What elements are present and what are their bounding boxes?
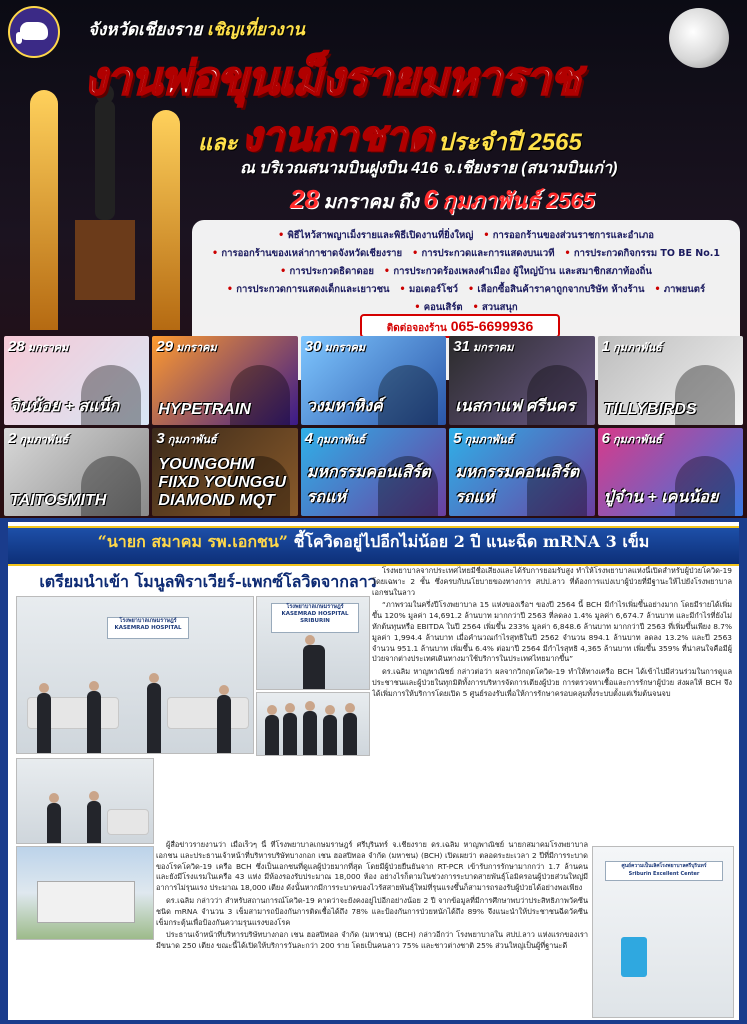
performer-tile (152, 428, 297, 517)
activity-item: • พิธีไหว้สาพญาเม็งรายและพิธีเปิดงานที่ยิ่งใหญ่ (278, 228, 473, 243)
article-right-column (372, 566, 732, 758)
performer-tile (301, 336, 446, 425)
performer-date: 4 กุมภาพันธ์ (304, 429, 366, 447)
province-seal-logo (8, 6, 60, 58)
performer-name: จินน้อย + สแน็ก (10, 397, 120, 415)
performer-date: 5 กุมภาพันธ์ (453, 429, 514, 447)
performer-tile (449, 336, 594, 425)
activity-item: • มอเตอร์โชว์ (400, 282, 458, 297)
photo-speaker (256, 596, 370, 690)
activity-item: • การประกวดร้องเพลงคำเมือง ผู้ใหญ่บ้าน และสมาชิกสภาท้องถิ่น (384, 264, 652, 279)
activity-item: • การประกวดธิดาดอย (280, 264, 374, 279)
performer-tile (4, 336, 149, 425)
article-paragraph: ผู้สื่อข่าวรายงานว่า เมื่อเร็วๆ นี้ ที่โรงพยาบาลเกษมราษฎร์ ศรีบุรินทร์ จ.เชียงราย ดร.เฉลิม หาญพาณิชย์ นายกสมาคมโรงพยาบาลเอกชน และประธานเจ้าหน้าที่บริหารบริษัทบางกอก เชน ฮอสปิทอล จำกัด (มหาชน) (BCH) เปิดเผยว่า ตลอดระยะเวลา 2 ปีที่มีการระบาดของโรคโควิด-19 เครือ BCH ซึ่งเป็นเอกชนที่ดูแลผู้ป่วยมากที่สุด โดยมีผู้ป่วยยืนยันจาก RT-PCR เข้ารับการรักษามากกว่า 1.7 ล้านคน และยังมีโรงแรมในเครือ 43 แห่ง มีห้องรองรับประมาณ 18,000 ห้อง อย่างไรก็ตามในช่วงการระบาดสายพันธุ์โอมิครอนผู้ป่วยส่วนใหญ่มีอาการไม่รุนแรง ประมาณ 18,000 เตียง ดังนั้นหากมีการระบาดของไวรัสสายพันธุ์ใหม่ที่รุนแรงขึ้นก็สามารถรองรับผู้ป่วยได้อย่างพอเพียง (156, 840, 588, 893)
performer-tile (301, 428, 446, 517)
activity-item: • การออกร้านของส่วนราชการและอำเภอ (483, 228, 654, 243)
performer-tile (449, 428, 594, 517)
poster-venue: ณ บริเวณสนามบินฝูงบิน 416 จ.เชียงราย (สนามบินเก่า) (240, 160, 618, 177)
performer-date: 1 กุมภาพันธ์ (601, 338, 662, 355)
performer-name: ปู่จ๋าน + เคนน้อย (603, 489, 719, 506)
performer-date: 31 มกราคม (453, 338, 514, 355)
moon-illustration (669, 8, 729, 68)
hospital-sign: โรงพยาบาลเกษมราษฎร์ KASEMRAD HOSPITAL (107, 617, 189, 639)
performer-photo (378, 365, 438, 425)
activity-item: • การออกร้านของเหล่ากาชาดจังหวัดเชียงราย (212, 246, 402, 261)
activity-item: • การประกวดและการแสดงบนเวที (412, 246, 554, 261)
poster-dates: 28 มกราคม ถึง 6 กุมภาพันธ์ 2565 (290, 184, 595, 214)
article-paragraph: ประธานเจ้าหน้าที่บริหารบริษัทบางกอก เชน ฮอสปิทอล จำกัด (มหาชน) (BCH) กล่าวอีกว่า โรงพยาบาลใน สปป.ลาว แห่งแรกของเรา มีขนาด 250 เตียง ขณะนี้ได้เปิดให้บริการวันละกว่า 200 ราย โดยเป็นคนลาว 75% และชาวต่างชาติ 25% ส่วนใหญ่เป็นผู้ที่ฐานะดี (156, 930, 588, 951)
performer-name: TILLYBIRDS (603, 400, 697, 418)
performer-name: มหกรรมคอนเสิร์ต รถแห่ (306, 464, 431, 506)
photo-hospital-building (16, 846, 154, 940)
activity-item: • ภาพยนตร์ (654, 282, 705, 297)
performer-tile (4, 428, 149, 517)
article-body-text (156, 840, 588, 1016)
excellence-center-sign: ศูนย์ความเป็นเลิศโรงพยาบาลศรีบุรินทร์ Sriburin Excellent Center (605, 861, 723, 881)
article-subhead: เตรียมนำเข้า โมนูลพิราเวียร์-แพกซ์โลวิดจากลาว (39, 572, 377, 591)
photo-lobby (16, 758, 154, 844)
performer-name: YOUNGOHM FIIXD YOUNGGU DIAMOND MQT (158, 456, 287, 509)
article-paragraph: “ภาพรวมในครึ่งปีโรงพยาบาล 15 แห่งของเรือฯ ของปี 2564 นี้ BCH มีกำไรเพิ่มขึ้นอย่างมาก โดยมีรายได้เพิ่มขึ้น 120% มูลค่า 14,691.2 ล้านบาท มากกว่าปี 2563 ที่ลดลง 1.4% มูลค่า 6,674.7 ล้านบาท และมีกำไรที่ยังไม่หักต้นทุนหรือ EBITDA ในปี 2564 เพิ่มขึ้น 233% มูลค่า 6,848.6 ล้านบาท มากกว่าปี 2563 ที่เพิ่มขึ้นเพียง 8.7% มูลค่า 1,994.4 ล้านบาท เมื่อคำนวณกำไรสุทธิในปี 2562 จำนวน 894.1 ล้านบาท ลดลง 13.2% และปี 2563 จำนวน 951.1 ล้านบาท เพิ่มขึ้น 6.4% ต่อมาปี 2564 มีกำไรสุทธิ 4,365 ล้านบาท เพิ่มขึ้น 359% ที่น่าสนใจคือมีผู้ป่วยจากต่างประเทศเดินทางมาใช้บริการในประเทศไทยมากขึ้น” (372, 600, 732, 664)
performer-name: HYPETRAIN (158, 400, 251, 418)
activity-item: • เลือกซื้อสินค้าราคาถูกจากบริษัท ห้างร้าน (468, 282, 644, 297)
performer-name: TAITOSMITH (10, 492, 107, 509)
poster-main-title: งานพ่อขุนเม็งรายมหาราช (84, 52, 580, 104)
performer-date: 30 มกราคม (304, 338, 366, 355)
performer-date: 3 กุมภาพันธ์ (156, 429, 217, 447)
poster-subtitle: และ งานกาชาด ประจำปี 2565 (198, 115, 582, 159)
activity-item: • คอนเสิร์ต (414, 300, 462, 315)
activity-item: • การประกวดการแสดงเด็กและเยาวชน (227, 282, 390, 297)
performer-date: 2 กุมภาพันธ์ (8, 429, 69, 447)
article-paragraph: ดร.เฉลิม หาญพาณิชย์ กล่าวต่อว่า ผลจากวิกฤตโควิด-19 ทำให้ทางเครือ BCH ได้เข้าไปมีส่วนร่วมในการดูแลประชาชนและผู้ป่วยในทุกมิติทั้งการบริหารจัดการเตียงผู้ป่วย การตรวจหาเชื้อและการรักษาผู้ป่วย ส่งผลให้ BCH จึงได้เพิ่มการให้บริการโดยเปิด 5 ศูนย์รองรับเพื่อให้การรักษาครอบคลุมทั้งระบบตั้งแต่เริ่มต้นจนจบ (372, 667, 732, 698)
photo-excellence-center (592, 846, 734, 1018)
performer-date: 28 มกราคม (8, 338, 69, 355)
booking-contact: ติดต่อจองร้าน 065-6699936 (360, 314, 560, 338)
activities-list (202, 228, 730, 315)
hospital-sign-large: โรงพยาบาลเกษมราษฎร์ KASEMRAD HOSPITAL SRIBURIN (271, 603, 359, 633)
article-headline: “นายก สมาคม รพ.เอกชน” ชี้โควิดอยู่ไปอีกไม่น้อย 2 ปี แนะฉีด mRNA 3 เข็ม (97, 532, 650, 551)
photo-meeting-room (16, 596, 254, 754)
activity-item: • การประกวดกิจกรรม TO BE No.1 (564, 246, 720, 261)
performer-grid (4, 336, 743, 516)
poster-invite-line: จังหวัดเชียงราย เชิญเที่ยวงาน (88, 20, 305, 39)
performer-date: 29 มกราคม (156, 338, 217, 355)
activity-item: • สวนสนุก (473, 300, 518, 315)
performer-name: เนสกาแฟ ศรีนคร (455, 397, 576, 415)
article-paragraph: โรงพยาบาลจากประเทศไทยมีชื่อเสียงและได้รับการยอมรับสูง ทำให้โรงพยาบาลแห่งนี้เปิดสำหรับผู้ป่วยโควิด-19 โดยเฉพาะ 2 ชั้น ซึ่งครบกับนโยบายของทางการ สปป.ลาว ที่ต้องการแบ่งเบาผู้ป่วยที่มีฐานะให้ไปยังโรงพยาบาลเอกชนในลาว (372, 566, 732, 597)
performer-name: มหกรรมคอนเสิร์ต รถแห่ (455, 464, 580, 506)
article-paragraph: ดร.เฉลิม กล่าวว่า สำหรับสถานการณ์โควิด-19 คาดว่าจะยังคงอยู่ไปอีกอย่างน้อย 2 ปี จากข้อมูลที่มีการศึกษาพบว่าประสิทธิภาพวัคซีนชนิด mRNA จำนวน 3 เข็มสามารถป้องกันการติดเชื้อได้ถึง 78% และป้องกันการป่วยหนักได้ถึง 89% จึงแนะนำให้ประชาชนฉีดวัคซีนเข็มกระตุ้นเพื่อป้องกันความรุนแรงของโรค (156, 895, 588, 927)
performer-tile (152, 336, 297, 425)
performer-date: 6 กุมภาพันธ์ (601, 429, 662, 447)
news-article (8, 522, 739, 1020)
performer-tile (598, 336, 743, 425)
photo-group (256, 692, 370, 756)
performer-name: วงมหาหิงค์ (306, 397, 383, 415)
performer-tile (598, 428, 743, 517)
